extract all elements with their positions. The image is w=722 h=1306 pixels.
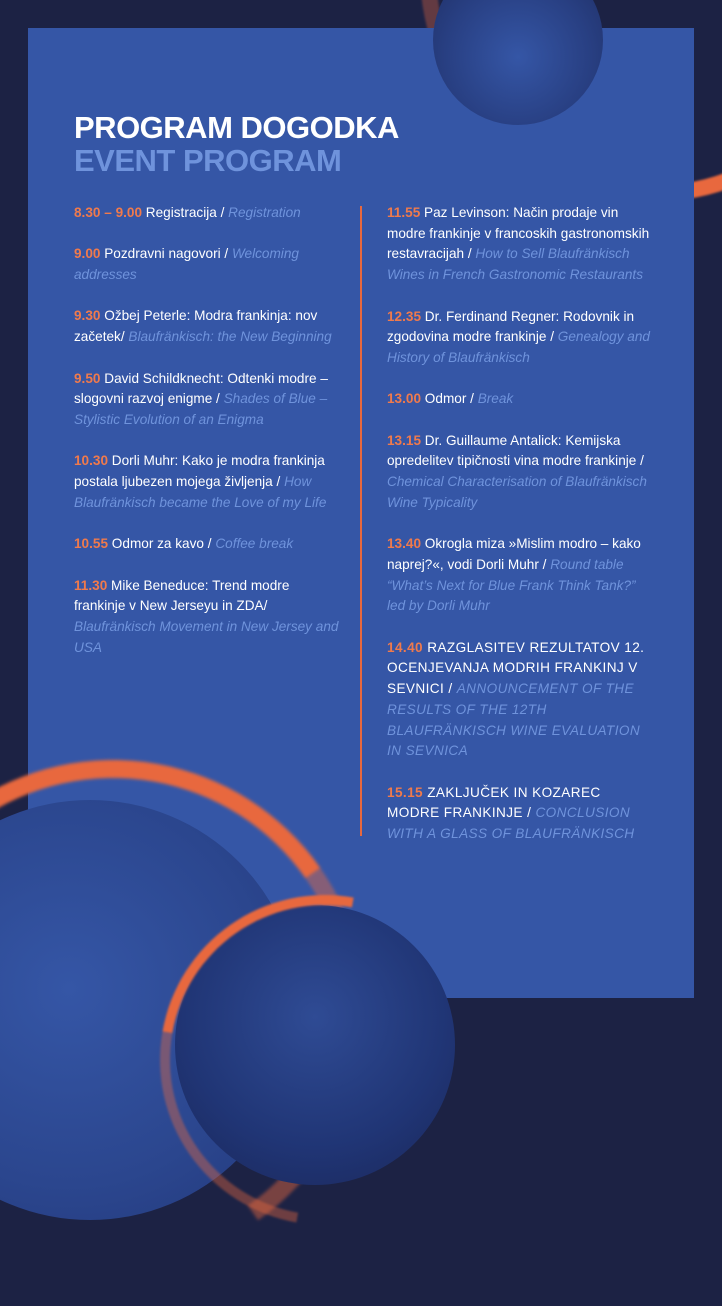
entry-slovenian: Ožbej Peterle: Modra frankinja: nov začetek/: [74, 308, 318, 345]
program-entry: [387, 534, 653, 617]
entry-slovenian: Odmor za kavo /: [108, 536, 216, 552]
program-entry: [387, 638, 653, 762]
entry-english: Coffee break: [215, 536, 294, 552]
program-column-left: [74, 203, 340, 679]
entry-slovenian: Paz Levinson: Način prodaje vin modre frankinje v francoskih gastronomskih restavracijah /: [387, 205, 650, 262]
program-entry: [74, 369, 340, 431]
entry-time: 9.30: [74, 308, 101, 324]
program-entry: [387, 307, 653, 369]
program-entry: [74, 306, 340, 347]
entry-slovenian: Dorli Muhr: Kako je modra frankinja postala ljubezen mojega življenja /: [74, 453, 325, 490]
entry-time: 11.30: [74, 577, 108, 593]
entry-english: ANNOUNCEMENT OF THE RESULTS OF THE 12TH BLAUFRÄNKISCH WINE EVALUATION IN SEVNICA: [387, 681, 641, 759]
entry-time: 14.40: [387, 639, 424, 655]
entry-english: Chemical Characterisation of Blaufränkisch Wine Typicality: [387, 474, 647, 510]
entry-slovenian: ZAKLJUČEK IN KOZAREC MODRE FRANKINJE /: [387, 784, 601, 821]
program-entry: [387, 203, 653, 286]
program-entry: [74, 576, 340, 659]
entry-slovenian: Okrogla miza »Mislim modro – kako naprej?«, vodi Dorli Muhr /: [387, 536, 641, 572]
entry-english: Blaufränkisch Movement in New Jersey and USA: [74, 618, 339, 655]
entry-slovenian: Registracija /: [142, 205, 229, 220]
title-slovenian: PROGRAM DOGODKA: [74, 110, 399, 145]
entry-time: 15.15: [387, 784, 424, 800]
entry-time: 8.30 – 9.00: [74, 205, 143, 220]
program-entry: [387, 389, 653, 410]
entry-english: Round table “What’s Next for Blue Frank Think Tank?” led by Dorli Muhr: [387, 556, 636, 614]
page-title: [74, 111, 399, 177]
title-english: EVENT PROGRAM: [74, 143, 342, 178]
program-column-right: [387, 203, 653, 865]
program-entry: [387, 783, 653, 845]
entry-time: 10.55: [74, 536, 109, 552]
entry-time: 11.55: [387, 205, 421, 220]
entry-english: Registration: [228, 205, 301, 220]
entry-slovenian: Mike Beneduce: Trend modre frankinje v New Jerseyu in ZDA/: [74, 577, 290, 614]
entry-time: 13.40: [387, 536, 422, 552]
entry-time: 9.50: [74, 370, 101, 386]
entry-slovenian: Dr. Guillaume Antalick: Kemijska opredelitev tipičnosti vina modre frankinje /: [387, 432, 644, 469]
entry-time: 9.00: [74, 246, 101, 262]
entry-time: 12.35: [387, 308, 422, 324]
entry-english: How Blaufränkisch became the Love of my Life: [74, 474, 327, 510]
entry-english: Genealogy and History of Blaufränkisch: [387, 329, 650, 365]
entry-slovenian: Pozdravni nagovori /: [100, 246, 232, 262]
entry-slovenian: Odmor /: [421, 391, 478, 407]
entry-english: Shades of Blue – Stylistic Evolution of an Enigma: [74, 391, 328, 427]
column-divider: [360, 206, 362, 836]
program-entry: [74, 534, 340, 555]
entry-time: 13.15: [387, 432, 422, 448]
entry-slovenian: Dr. Ferdinand Regner: Rodovnik in zgodovina modre frankinje /: [387, 308, 635, 345]
program-entry: [74, 203, 340, 224]
entry-english: Welcoming addresses: [74, 246, 299, 283]
entry-slovenian: RAZGLASITEV REZULTATOV 12. OCENJEVANJA MODRIH FRANKINJ V SEVNICI /: [387, 639, 645, 697]
entry-english: Blaufränkisch: the New Beginning: [128, 329, 332, 345]
entry-slovenian: David Schildknecht: Odtenki modre – slogovni razvoj enigme /: [74, 370, 328, 407]
program-entry: [74, 451, 340, 513]
entry-english: Break: [477, 391, 514, 407]
entry-english: CONCLUSION WITH A GLASS OF BLAUFRÄNKISCH: [387, 805, 635, 841]
entry-time: 13.00: [387, 391, 422, 407]
entry-time: 10.30: [74, 453, 109, 469]
entry-english: How to Sell Blaufränkisch Wines in French Gastronomic Restaurants: [387, 246, 643, 283]
program-entry: [387, 431, 653, 514]
program-entry: [74, 244, 340, 285]
